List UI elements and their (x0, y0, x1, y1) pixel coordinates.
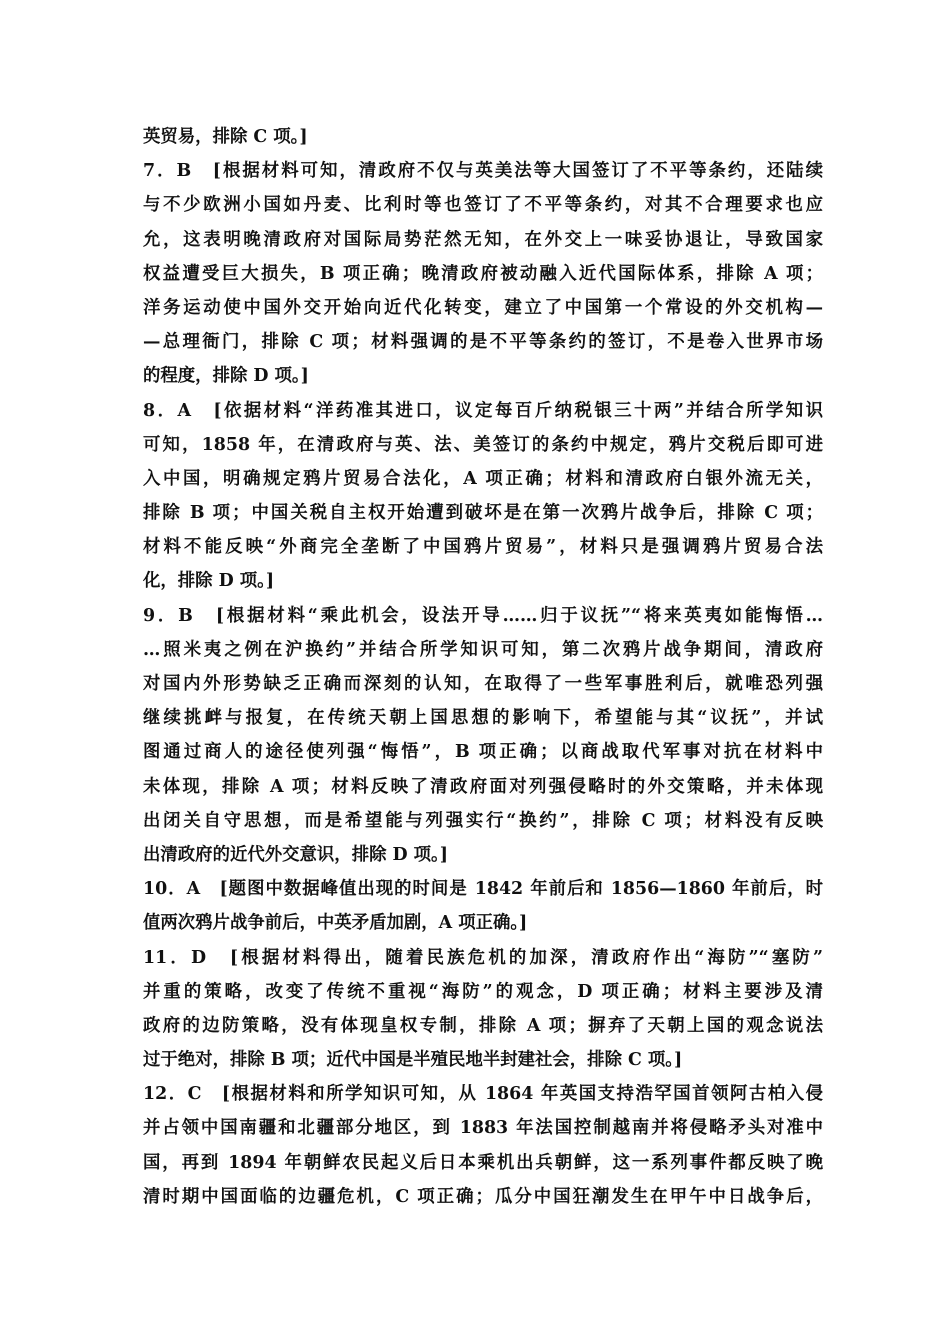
text-line: 并占领中国南疆和北疆部分地区，到 1883 年法国控制越南并将侵略矛头对准中 (143, 1118, 823, 1139)
text-line: 政府的边防策略，没有体现皇权专制，排除 A 项；摒弃了天朝上国的观念说法 (143, 1015, 823, 1036)
text-line: 7．B [根据材料可知，清政府不仅与英美法等大国签订了不平等条约，还陆续 (143, 161, 823, 182)
text-line: 并重的策略，改变了传统不重视“海防”的观念，D 项正确；材料主要涉及清 (143, 981, 823, 1002)
text-line: 可知，1858 年，在清政府与英、法、美签订的条约中规定，鸦片交税后即可进 (143, 434, 823, 455)
text-line: 10．A [题图中数据峰值出现的时间是 1842 年前后和 1856—1860 年前后，时 (143, 879, 823, 900)
text-line: 洋务运动使中国外交开始向近代化转变，建立了中国第一个常设的外交机构— (143, 297, 823, 318)
text-line: 清时期中国面临的边疆危机，C 项正确；瓜分中国狂潮发生在甲午中日战争后， (143, 1186, 823, 1207)
text-line: —总理衙门，排除 C 项；材料强调的是不平等条约的签订，不是卷入世界市场 (143, 332, 823, 353)
text-line: 国，再到 1894 年朝鲜农民起义后日本乘机出兵朝鲜，这一系列事件都反映了晚 (143, 1152, 823, 1173)
text-line: 8．A [依据材料“洋药准其进口，议定每百斤纳税银三十两”并结合所学知识 (143, 400, 823, 421)
text-line: 入中国，明确规定鸦片贸易合法化，A 项正确；材料和清政府白银外流无关， (143, 468, 823, 489)
text-line: 9．B [根据材料“乘此机会，设法开导……归于议抚”“将来英夷如能悔悟… (143, 605, 823, 626)
text-line: 出清政府的近代外交意识，排除 D 项。] (143, 844, 448, 865)
text-line: 对国内外形势缺乏正确而深刻的认知，在取得了一些军事胜利后，就唯恐列强 (143, 674, 823, 694)
text-line: 英贸易，排除 C 项。] (143, 127, 308, 147)
text-line: 图通过商人的途径使列强“悔悟”，B 项正确；以商战取代军事对抗在材料中 (143, 742, 823, 763)
text-line: 未体现，排除 A 项；材料反映了清政府面对列强侵略时的外交策略，并未体现 (143, 776, 823, 797)
answer-explanations (143, 120, 823, 1214)
text-line: 与不少欧洲小国如丹麦、比利时等也签订了不平等条约，对其不合理要求也应 (143, 195, 823, 216)
text-line: 继续挑衅与报复，在传统天朝上国思想的影响下，希望能与其“议抚”，并试 (143, 708, 823, 729)
text-line: 12．C [根据材料和所学知识可知，从 1864 年英国支持浩罕国首领阿古柏入侵 (143, 1084, 823, 1105)
text-line: 化，排除 D 项。] (143, 571, 275, 592)
text-line: 排除 B 项；中国关税自主权开始遭到破坏是在第一次鸦片战争后，排除 C 项； (143, 503, 823, 524)
text-line: 11．D [根据材料得出，随着民族危机的加深，清政府作出“海防”“塞防” (143, 947, 823, 968)
text-line: 出闭关自守思想，而是希望能与列强实行“换约”，排除 C 项；材料没有反映 (143, 810, 823, 831)
text-line: 材料不能反映“外商完全垄断了中国鸦片贸易”，材料只是强调鸦片贸易合法 (143, 537, 823, 558)
text-line: 权益遭受巨大损失，B 项正确；晚清政府被动融入近代国际体系，排除 A 项； (143, 263, 823, 284)
text-line: 允，这表明晚清政府对国际局势茫然无知，在外交上一味妥协退让，导致国家 (143, 229, 823, 250)
text-line: 的程度，排除 D 项。] (143, 366, 309, 387)
text-line: 过于绝对，排除 B 项；近代中国是半殖民地半封建社会，排除 C 项。] (143, 1050, 683, 1071)
text-line: 值两次鸦片战争前后，中英矛盾加剧，A 项正确。] (143, 913, 528, 934)
text-line: …照米夷之例在沪换约”并结合所学知识可知，第二次鸦片战争期间，清政府 (143, 639, 823, 660)
